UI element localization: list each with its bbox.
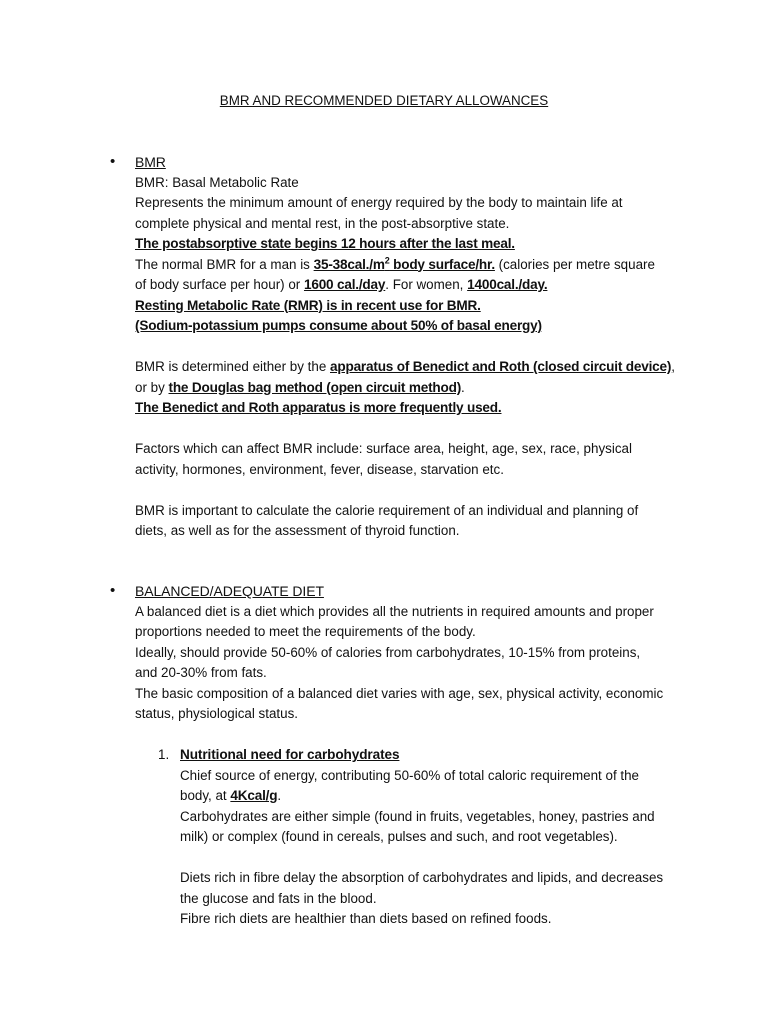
bullet-icon: • bbox=[110, 153, 116, 170]
factors-line1: Factors which can affect BMR include: surface area, height, age, sex, race, physical bbox=[135, 441, 632, 456]
bmr-heading: BMR bbox=[135, 154, 166, 170]
determined-line1 bbox=[135, 357, 705, 378]
diet-p3-line1: The basic composition of a balanced diet varies with age, sex, physical activity, economic bbox=[135, 685, 664, 701]
determined-line2 bbox=[135, 378, 705, 399]
diet-p3-line2: status, physiological status. bbox=[135, 706, 299, 721]
carbs-period: . bbox=[277, 788, 282, 803]
carbs-body-text: body, at bbox=[180, 788, 231, 803]
carbs-heading: Nutritional need for carbohydrates bbox=[180, 747, 400, 762]
normal-bmr-value-base: 35-38cal./m bbox=[313, 256, 385, 272]
carbs-c3-line1: Diets rich in fibre delay the absorption of carbohydrates and lipids, and decreases bbox=[180, 870, 664, 885]
carbs-energy-value: 4Kcal/g bbox=[230, 788, 278, 803]
benedict-roth-method: apparatus of Benedict and Roth (closed circuit device) bbox=[330, 359, 672, 374]
determined-comma: , bbox=[671, 359, 675, 374]
carbs-section bbox=[180, 745, 700, 930]
diet-section bbox=[135, 581, 705, 725]
douglas-bag-method: the Douglas bag method (open circuit method) bbox=[168, 379, 462, 395]
carbs-c2-line2: milk) or complex (found in cereals, pulses and such, and root vegetables). bbox=[180, 829, 618, 844]
carbs-c2-line1: Carbohydrates are either simple (found in fruits, vegetables, honey, pastries and bbox=[180, 808, 655, 824]
determined-text: BMR is determined either by the bbox=[135, 359, 330, 374]
normal-bmr-value bbox=[313, 254, 495, 272]
bmr-represents-line1: Represents the minimum amount of energy required by the body to maintain life at bbox=[135, 195, 623, 210]
normal-bmr-superscript: 2 bbox=[384, 254, 390, 265]
bmr-definition: BMR: Basal Metabolic Rate bbox=[135, 174, 299, 190]
diet-p2-line1: Ideally, should provide 50-60% of calories from carbohydrates, 10-15% from proteins, bbox=[135, 644, 641, 660]
normal-bmr-line1 bbox=[135, 255, 705, 276]
list-number: 1. bbox=[158, 747, 170, 762]
men-daily-value: 1600 cal./day bbox=[303, 277, 386, 292]
diet-p1-line1: A balanced diet is a diet which provides all the nutrients in required amounts and proper bbox=[135, 603, 654, 619]
normal-bmr-note: (calories per metre square bbox=[494, 256, 655, 272]
benedict-note: The Benedict and Roth apparatus is more frequently used. bbox=[135, 400, 502, 415]
diet-heading: BALANCED/ADEQUATE DIET bbox=[135, 583, 324, 599]
important-line2: diets, as well as for the assessment of thyroid function. bbox=[135, 523, 460, 538]
determined-period: . bbox=[461, 379, 465, 395]
carbs-c4: Fibre rich diets are healthier than diets based on refined foods. bbox=[180, 911, 552, 926]
important-line1: BMR is important to calculate the calorie requirement of an individual and planning of bbox=[135, 502, 639, 518]
bmr-section bbox=[135, 152, 705, 542]
normal-bmr-line2 bbox=[135, 275, 705, 296]
carbs-c3-line2: the glucose and fats in the blood. bbox=[180, 890, 377, 906]
normal-bmr-value-unit: body surface/hr. bbox=[389, 256, 495, 272]
rmr-note: Resting Metabolic Rate (RMR) is in recent use for BMR. bbox=[135, 297, 481, 313]
determined-text2: or by bbox=[135, 379, 169, 395]
bmr-represents-line2: complete physical and mental rest, in the post-absorptive state. bbox=[135, 215, 510, 231]
carbs-c1-line1: Chief source of energy, contributing 50-60% of total caloric requirement of the bbox=[180, 767, 640, 783]
bullet-icon: • bbox=[110, 582, 116, 599]
carbs-c1-line2 bbox=[180, 786, 700, 807]
postabsorptive-note: The postabsorptive state begins 12 hours after the last meal. bbox=[135, 236, 515, 251]
women-daily-value: 1400cal./day. bbox=[467, 277, 548, 292]
diet-p2-line2: and 20-30% from fats. bbox=[135, 665, 267, 680]
document-title: BMR AND RECOMMENDED DIETARY ALLOWANCES bbox=[219, 93, 549, 108]
women-text: . For women, bbox=[385, 277, 468, 292]
sodium-note: (Sodium-potassium pumps consume about 50% of basal energy) bbox=[135, 318, 542, 333]
diet-p1-line2: proportions needed to meet the requirements of the body. bbox=[135, 624, 476, 639]
normal-bmr-text: The normal BMR for a man is bbox=[135, 256, 314, 272]
normal-bmr-text2: of body surface per hour) or bbox=[135, 277, 304, 292]
factors-line2: activity, hormones, environment, fever, disease, starvation etc. bbox=[135, 461, 504, 477]
